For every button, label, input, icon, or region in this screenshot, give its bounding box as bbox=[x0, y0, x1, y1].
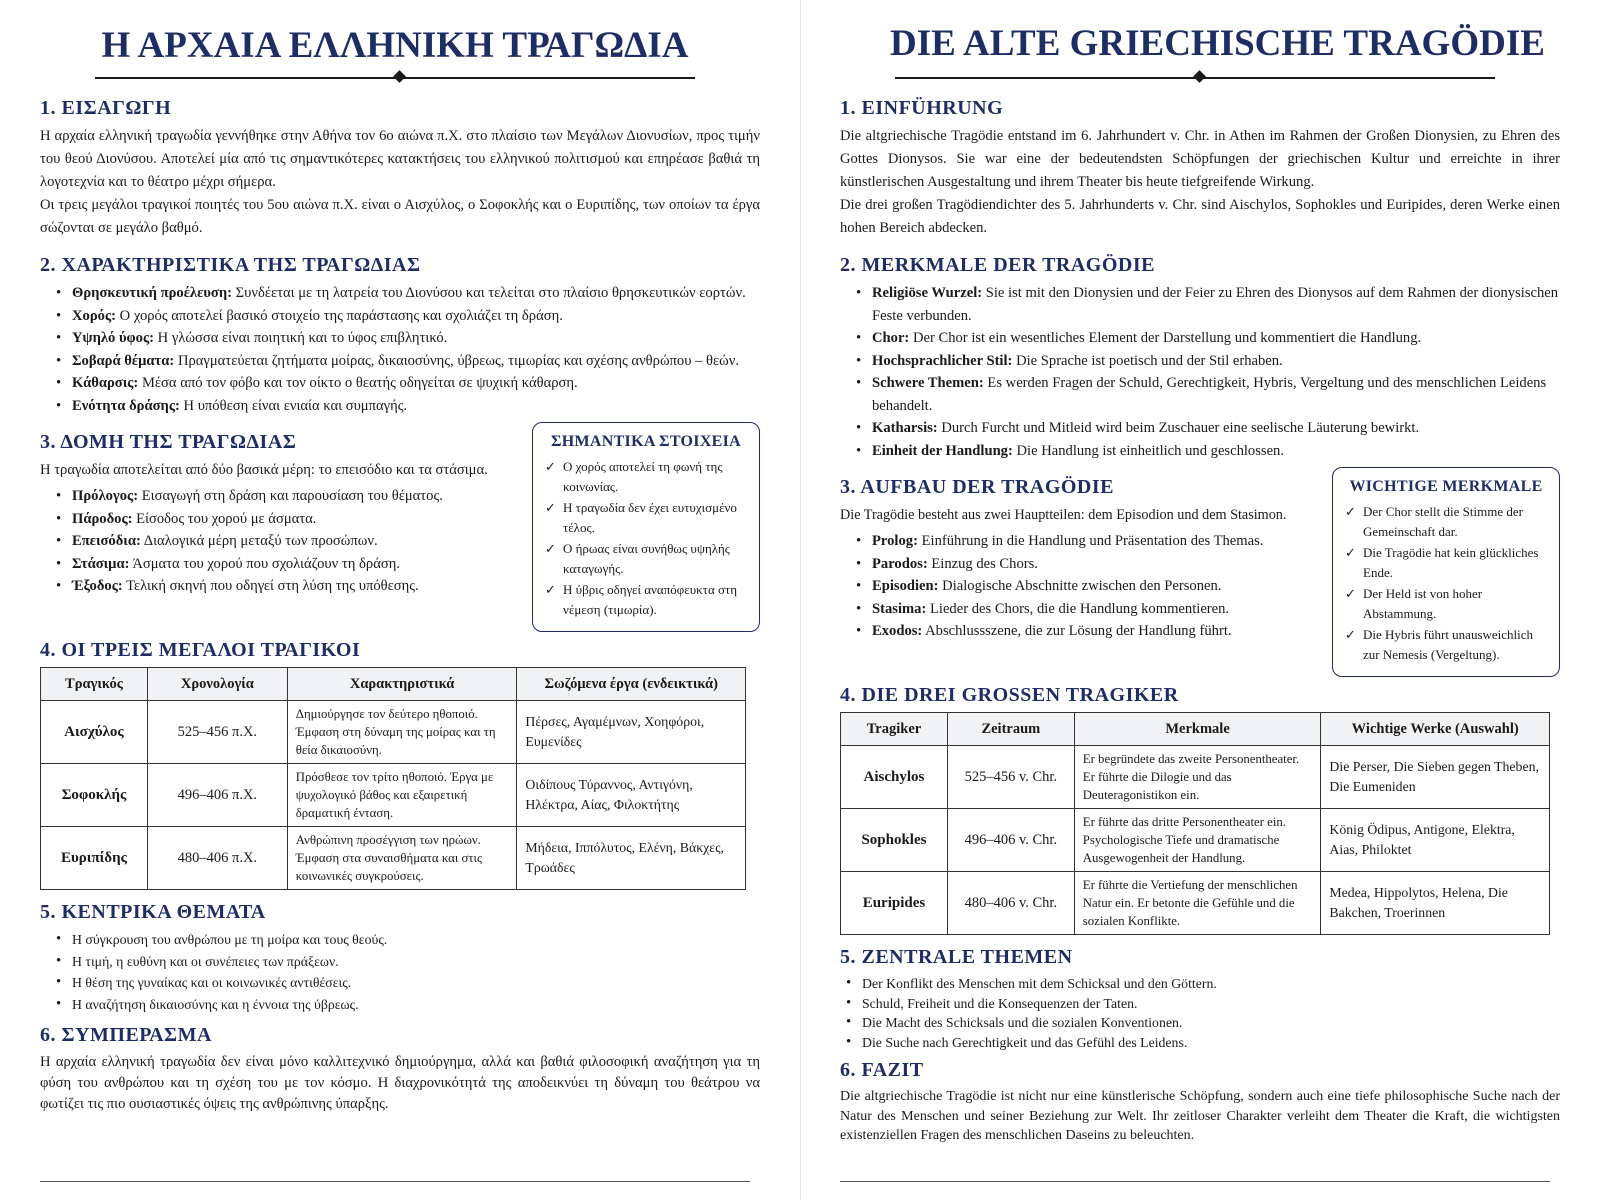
list-item: • Der Konflikt des Menschen mit dem Schicksal und den Göttern. bbox=[840, 974, 1560, 994]
list-item: • Katharsis: Durch Furcht und Mitleid wird beim Zuschauer eine seelische Läuterung bewirkt. bbox=[850, 417, 1560, 440]
intro-paragraph: Οι τρεις μεγάλοι τραγικοί ποιητές του 5ου αιώνα π.Χ. είναι ο Αισχύλος, ο Σοφοκλής και ο Ευριπίδης, των οποίων τα έργα σώζονται σε μεγάλο βαθμό. bbox=[40, 197, 760, 236]
box-checklist bbox=[1345, 502, 1547, 665]
column-header: Χρονολογία bbox=[147, 668, 287, 701]
page-title: Η ΑΡΧΑΙΑ ΕΛΛΗΝΙΚΗ ΤΡΑΓΩΔΙΑ bbox=[101, 25, 689, 66]
title-diamond-ornament bbox=[393, 70, 406, 83]
section-structure bbox=[40, 430, 760, 632]
list-item: • Schwere Themen: Es werden Fragen der Schuld, Gerechtigkeit, Hybris, Vergeltung und des menschlichen Leidens behandelt. bbox=[850, 372, 1560, 417]
table-row bbox=[841, 872, 1550, 935]
list-item: • Η τιμή, η ευθύνη και οι συνέπειες των πράξεων. bbox=[50, 951, 760, 973]
column-header: Zeitraum bbox=[947, 713, 1074, 746]
list-item: • Die Suche nach Gerechtigkeit und das Gefühl des Leidens. bbox=[840, 1033, 1560, 1053]
structure-list bbox=[40, 485, 510, 598]
section-structure bbox=[840, 475, 1560, 677]
column-header: Χαρακτηριστικά bbox=[287, 668, 517, 701]
tragedian-characteristics: Ανθρώπινη προσέγγιση των ηρώων. Έμφαση στα συναισθήματα και στις κοινωνικές συγκρούσεις. bbox=[287, 827, 517, 890]
check-item: ✓ Ο χορός αποτελεί τη φωνή της κοινωνίας. bbox=[545, 457, 747, 497]
tragedian-works: Πέρσες, Αγαμέμνων, Χοηφόροι, Ευμενίδες bbox=[517, 701, 746, 764]
tragedian-characteristics: Δημιούργησε τον δεύτερο ηθοποιό. Έμφαση στη δύναμη της μοίρας και τη θεία δικαιοσύνη. bbox=[287, 701, 517, 764]
structure-list bbox=[840, 530, 1310, 643]
section-heading: 2. MERKMALE DER TRAGÖDIE bbox=[840, 254, 1155, 276]
tragedian-name: Euripides bbox=[841, 872, 948, 935]
tragedian-works: Medea, Hippolytos, Helena, Die Bakchen, Troerinnen bbox=[1321, 872, 1550, 935]
check-item: ✓ Der Held ist von hoher Abstammung. bbox=[1345, 584, 1547, 624]
list-item: • Υψηλό ύφος: Η γλώσσα είναι ποιητική και το ύφος επιβλητικό. bbox=[50, 327, 760, 350]
tragedian-characteristics: Er führte die Vertiefung der menschlichen Natur ein. Er betonte die Gefühle und die sozialen Konflikte. bbox=[1074, 872, 1321, 935]
list-item: • Σοβαρά θέματα: Πραγματεύεται ζητήματα μοίρας, δικαιοσύνης, ύβρεως, τιμωρίας και σχέσης ανθρώπου – θεών. bbox=[50, 350, 760, 373]
section-heading: 4. ΟΙ ΤΡΕΙΣ ΜΕΓΑΛΟΙ ΤΡΑΓΙΚΟΙ bbox=[40, 639, 361, 661]
tragedian-works: Μήδεια, Ιππόλυτος, Ελένη, Βάκχες, Τρωάδες bbox=[517, 827, 746, 890]
list-item: • Episodien: Dialogische Abschnitte zwischen den Personen. bbox=[850, 575, 1310, 598]
tragedian-works: Die Perser, Die Sieben gegen Theben, Die Eumeniden bbox=[1321, 746, 1550, 809]
list-item: • Η σύγκρουση του ανθρώπου με τη μοίρα και τους θεούς. bbox=[50, 929, 760, 951]
list-item: • Πάροδος: Είσοδος του χορού με άσματα. bbox=[50, 508, 510, 531]
tragedian-name: Αισχύλος bbox=[41, 701, 148, 764]
list-item: • Religiöse Wurzel: Sie ist mit den Dionysien und der Feier zu Ehren des Dionysos auf dem Rahmen der dionysischen Feste verbunden. bbox=[850, 282, 1560, 327]
list-item: • Chor: Der Chor ist ein wesentliches Element der Darstellung und kommentiert die Handlung. bbox=[850, 327, 1560, 350]
box-title: WICHTIGE MERKMALE bbox=[1349, 478, 1543, 495]
section-central-themes bbox=[840, 945, 1560, 1052]
list-item: • Θρησκευτική προέλευση: Συνδέεται με τη λατρεία του Διονύσου και τελείται στο πλαίσιο θρησκευτικών εορτών. bbox=[50, 282, 760, 305]
section-heading: 1. EINFÜHRUNG bbox=[840, 97, 1004, 119]
list-item: • Hochsprachlicher Stil: Die Sprache ist poetisch und der Stil erhaben. bbox=[850, 350, 1560, 373]
section-heading: 5. ZENTRALE THEMEN bbox=[840, 946, 1073, 968]
list-item: • Stasima: Lieder des Chors, die die Handlung kommentieren. bbox=[850, 598, 1310, 621]
table-row bbox=[41, 764, 746, 827]
list-item: • Exodos: Abschlussszene, die zur Lösung der Handlung führt. bbox=[850, 620, 1310, 643]
structure-intro: Η τραγωδία αποτελείται από δύο βασικά μέρη: το επεισόδιο και τα στάσιμα. bbox=[40, 462, 488, 478]
intro-paragraph: Η αρχαία ελληνική τραγωδία γεννήθηκε στην Αθήνα τον 6ο αιώνα π.Χ. στο πλαίσιο των Μεγάλων Διονυσίων, προς τιμήν του θεού Διονύσου. Αποτελεί μία από τις σημαντικότερες κατακτήσεις του ελληνικού πολιτισμού και επηρέασε βαθιά τη λογοτεχνία και το θέατρο μέχρι σήμερα. bbox=[40, 128, 760, 190]
section-heading: 3. ΔΟΜΗ ΤΗΣ ΤΡΑΓΩΔΙΑΣ bbox=[40, 431, 297, 453]
section-heading: 1. ΕΙΣΑΓΩΓΗ bbox=[40, 97, 172, 119]
conclusion-paragraph: Die altgriechische Tragödie ist nicht nur eine künstlerische Schöpfung, sondern auch eine tiefe philosophische Suche nach der Natur des Menschen und seiner Beziehung zur Welt. Ihr zeitloser Charakter verleiht dem Theater die Kraft, die wichtigsten existenziellen Fragen des menschlichen Daseins zu beleuchten. bbox=[840, 1089, 1560, 1143]
list-item: • Κάθαρσις: Μέσα από τον φόβο και τον οίκτο ο θεατής οδηγείται σε ψυχική κάθαρση. bbox=[50, 372, 760, 395]
table-row bbox=[841, 746, 1550, 809]
title-diamond-ornament bbox=[1193, 70, 1206, 83]
column-header: Merkmale bbox=[1074, 713, 1321, 746]
section-heading: 4. DIE DREI GROSSEN TRAGIKER bbox=[840, 684, 1179, 706]
section-heading: 2. ΧΑΡΑΚΤΗΡΙΣΤΙΚΑ ΤΗΣ ΤΡΑΓΩΔΙΑΣ bbox=[40, 254, 421, 276]
list-item: • Ενότητα δράσης: Η υπόθεση είναι ενιαία και συμπαγής. bbox=[50, 395, 760, 418]
table-header-row bbox=[41, 668, 746, 701]
characteristics-list bbox=[840, 282, 1560, 462]
page-german bbox=[800, 0, 1600, 1200]
conclusion-paragraph: Η αρχαία ελληνική τραγωδία δεν είναι μόνο καλλιτεχνικό δημιούργημα, αλλά και βαθιά φιλοσοφική αναζήτηση για τη φύση του ανθρώπου και τη σχέση του με τον κόσμο. Η διαχρονικότητά της αποδεικνύει τη δύναμη του θεάτρου να φωτίζει τις πιο ουσιαστικές όψεις της ανθρώπινης ύπαρξης. bbox=[40, 1054, 760, 1112]
column-header: Wichtige Werke (Auswahl) bbox=[1321, 713, 1550, 746]
tragedian-dates: 525–456 v. Chr. bbox=[947, 746, 1074, 809]
check-item: ✓ Die Hybris führt unausweichlich zur Nemesis (Vergeltung). bbox=[1345, 625, 1547, 665]
column-header: Σωζόμενα έργα (ενδεικτικά) bbox=[517, 668, 746, 701]
tragedian-name: Sophokles bbox=[841, 809, 948, 872]
bottom-divider bbox=[840, 1181, 1550, 1182]
section-conclusion bbox=[40, 1023, 760, 1115]
section-characteristics bbox=[840, 253, 1560, 462]
list-item: • Χορός: Ο χορός αποτελεί βασικό στοιχείο της παράστασης και σχολιάζει τη δράση. bbox=[50, 305, 760, 328]
list-item: • Η αναζήτηση δικαιοσύνης και η έννοια της ύβρεως. bbox=[50, 994, 760, 1016]
intro-paragraph: Die drei großen Tragödiendichter des 5. Jahrhunderts v. Chr. sind Aischylos, Sophokles und Euripides, deren Werke einen hohen Bereich abdecken. bbox=[840, 197, 1560, 236]
list-item: • Επεισόδια: Διαλογικά μέρη μεταξύ των προσώπων. bbox=[50, 530, 510, 553]
table-row bbox=[41, 827, 746, 890]
box-checklist bbox=[545, 457, 747, 620]
table-row bbox=[841, 809, 1550, 872]
section-tragedians bbox=[40, 638, 760, 890]
section-central-themes bbox=[40, 900, 760, 1015]
tragedian-characteristics: Er begründete das zweite Personentheater. Er führte die Dilogie und das Deuteragonistikon ein. bbox=[1074, 746, 1321, 809]
section-conclusion bbox=[840, 1058, 1560, 1146]
check-item: ✓ Ο ήρωας είναι συνήθως υψηλής καταγωγής. bbox=[545, 539, 747, 579]
list-item: • Πρόλογος: Εισαγωγή στη δράση και παρουσίαση του θέματος. bbox=[50, 485, 510, 508]
tragedian-characteristics: Er führte das dritte Personentheater ein. Psychologische Tiefe und dramatische Ausgewogenheit der Handlung. bbox=[1074, 809, 1321, 872]
tragedian-name: Ευριπίδης bbox=[41, 827, 148, 890]
tragedian-dates: 496–406 v. Chr. bbox=[947, 809, 1074, 872]
column-header: Τραγικός bbox=[41, 668, 148, 701]
tragedian-works: Οιδίπους Τύραννος, Αντιγόνη, Ηλέκτρα, Αίας, Φιλοκτήτης bbox=[517, 764, 746, 827]
bottom-divider bbox=[40, 1181, 750, 1182]
intro-paragraph: Die altgriechische Tragödie entstand im 6. Jahrhundert v. Chr. in Athen im Rahmen der Großen Dionysien, zu Ehren des Gottes Dionysos. Sie war eine der bedeutendsten Schöpfungen der griechischen Kultur und erreichte in ihrer künstlerischen Ausgestaltung und ihrem Theater bis heute tiefgreifende Wirkung. bbox=[840, 128, 1560, 190]
list-item: • Parodos: Einzug des Chors. bbox=[850, 553, 1310, 576]
box-title: ΣΗΜΑΝΤΙΚΑ ΣΤΟΙΧΕΙΑ bbox=[550, 433, 742, 450]
list-item: • Στάσιμα: Άσματα του χορού που σχολιάζουν τη δράση. bbox=[50, 553, 510, 576]
tragedian-works: König Ödipus, Antigone, Elektra, Aias, Philoktet bbox=[1321, 809, 1550, 872]
tragedian-characteristics: Πρόσθεσε τον τρίτο ηθοποιό. Έργα με ψυχολογικό βάθος και εξαιρετική δραματική ένταση. bbox=[287, 764, 517, 827]
column-header: Tragiker bbox=[841, 713, 948, 746]
section-introduction bbox=[40, 96, 760, 240]
tragedian-dates: 525–456 π.Χ. bbox=[147, 701, 287, 764]
structure-intro: Die Tragödie besteht aus zwei Hauptteilen: dem Episodion und dem Stasimon. bbox=[840, 507, 1287, 523]
important-elements-box bbox=[532, 422, 760, 632]
themes-list bbox=[840, 974, 1560, 1052]
tragedian-dates: 480–406 π.Χ. bbox=[147, 827, 287, 890]
page-content bbox=[840, 96, 1560, 1146]
section-characteristics bbox=[40, 253, 760, 417]
tragedians-table bbox=[840, 712, 1550, 935]
section-heading: 5. ΚΕΝΤΡΙΚΑ ΘΕΜΑΤΑ bbox=[40, 901, 266, 923]
tragedian-name: Aischylos bbox=[841, 746, 948, 809]
check-item: ✓ Die Tragödie hat kein glückliches Ende. bbox=[1345, 543, 1547, 583]
important-features-box bbox=[1332, 467, 1560, 677]
table-header-row bbox=[841, 713, 1550, 746]
check-item: ✓ Der Chor stellt die Stimme der Gemeinschaft dar. bbox=[1345, 502, 1547, 542]
section-heading: 6. FAZIT bbox=[840, 1059, 924, 1081]
tragedian-dates: 480–406 v. Chr. bbox=[947, 872, 1074, 935]
list-item: • Schuld, Freiheit und die Konsequenzen der Taten. bbox=[840, 994, 1560, 1014]
page-title: DIE ALTE GRIECHISCHE TRAGÖDIE bbox=[890, 23, 1545, 64]
list-item: • Η θέση της γυναίκας και οι κοινωνικές αντιθέσεις. bbox=[50, 972, 760, 994]
tragedian-dates: 496–406 π.Χ. bbox=[147, 764, 287, 827]
page-content bbox=[40, 96, 760, 1115]
list-item: • Έξοδος: Τελική σκηνή που οδηγεί στη λύση της υπόθεσης. bbox=[50, 575, 510, 598]
section-heading: 3. AUFBAU DER TRAGÖDIE bbox=[840, 476, 1114, 498]
tragedian-name: Σοφοκλής bbox=[41, 764, 148, 827]
section-tragedians bbox=[840, 683, 1560, 935]
section-heading: 6. ΣΥΜΠΕΡΑΣΜΑ bbox=[40, 1024, 212, 1046]
list-item: • Prolog: Einführung in die Handlung und Präsentation des Themas. bbox=[850, 530, 1310, 553]
characteristics-list bbox=[40, 282, 760, 417]
check-item: ✓ Η ύβρις οδηγεί αναπόφευκτα στη νέμεση (τιμωρία). bbox=[545, 580, 747, 620]
list-item: • Die Macht des Schicksals und die sozialen Konventionen. bbox=[840, 1013, 1560, 1033]
list-item: • Einheit der Handlung: Die Handlung ist einheitlich und geschlossen. bbox=[850, 440, 1560, 463]
section-introduction bbox=[840, 96, 1560, 240]
table-row bbox=[41, 701, 746, 764]
themes-list bbox=[40, 929, 760, 1015]
tragedians-table bbox=[40, 667, 746, 890]
check-item: ✓ Η τραγωδία δεν έχει ευτυχισμένο τέλος. bbox=[545, 498, 747, 538]
